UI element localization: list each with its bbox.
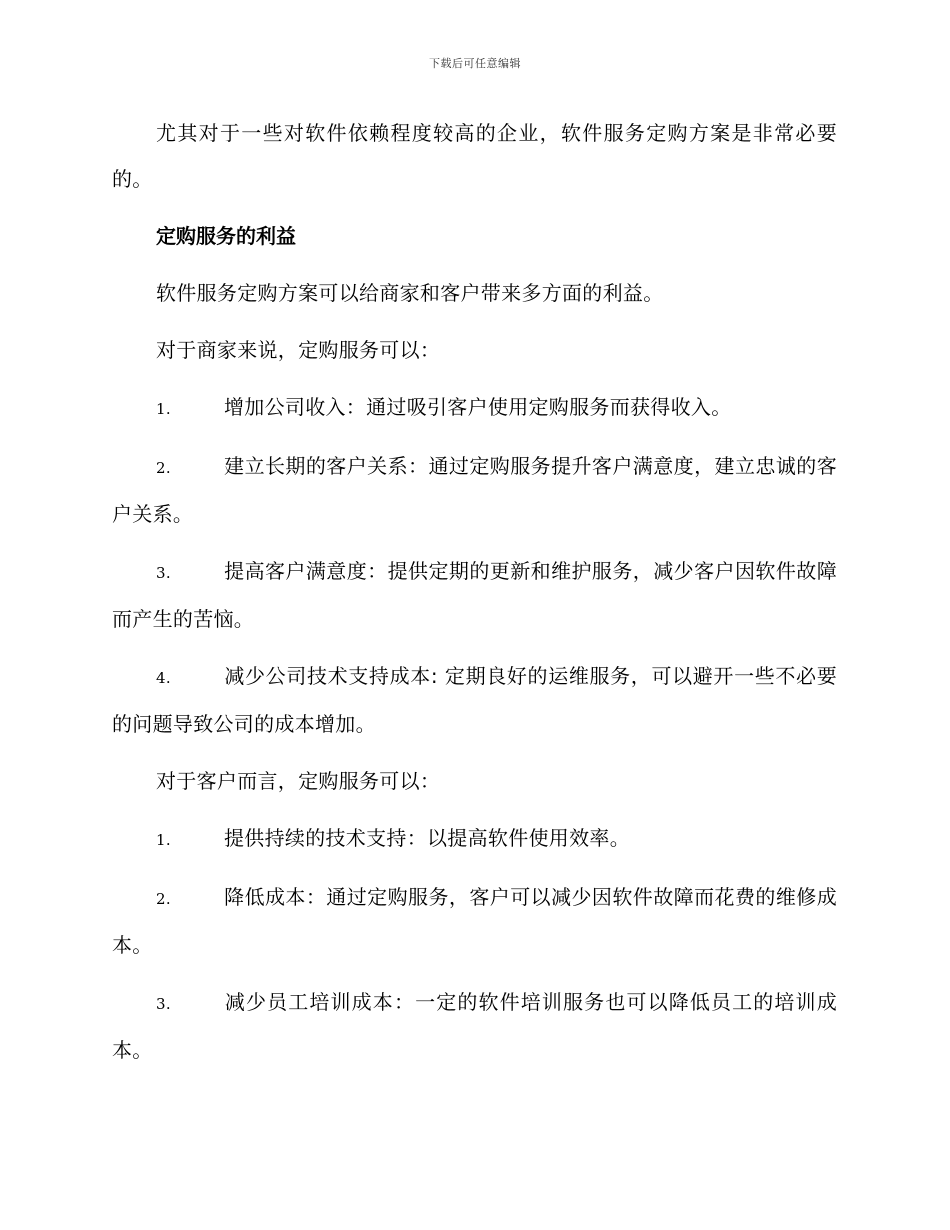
list-item-text: 增加公司收入：通过吸引客户使用定购服务而获得收入。 [224,395,732,419]
list-item-text: 提高客户满意度：提供定期的更新和维护服务，减少客户因软件故障而产生的苦恼。 [112,559,837,631]
list-item-text: 提供持续的技术支持：以提高软件使用效率。 [224,826,630,850]
list-item-number: 4. [156,669,171,687]
merchant-list-item [112,443,837,537]
list-item-text: 减少公司技术支持成本: 定期良好的运维服务，可以避开一些不必要的问题导致公司的成本增加。 [112,664,837,736]
list-item-text: 减少员工培训成本：一定的软件培训服务也可以降低员工的培训成本。 [112,990,837,1062]
document-body [112,110,837,1084]
list-item-text: 建立长期的客户关系：通过定购服务提升客户满意度，建立忠诚的客户关系。 [112,454,837,526]
page-header: 下载后可任意编辑 [429,57,521,70]
merchant-list-item [112,384,837,432]
customer-intro-paragraph: 对于客户而言，定购服务可以： [156,769,441,793]
list-item-number: 3. [156,995,171,1013]
section-heading: 定购服务的利益 [156,224,296,248]
merchant-intro-paragraph: 对于商家来说，定购服务可以： [156,338,441,362]
list-item-number: 1. [156,831,171,849]
intro-paragraph: 尤其对于一些对软件依赖程度较高的企业，软件服务定购方案是非常必要的。 [112,121,837,191]
list-item-number: 3. [156,564,171,582]
customer-list-item [112,874,837,968]
customer-list-item [112,979,837,1073]
list-item-number: 2. [156,459,171,477]
list-item-text: 降低成本：通过定购服务，客户可以减少因软件故障而花费的维修成本。 [112,885,837,957]
list-item-number: 1. [156,400,171,418]
customer-list-item [112,815,837,863]
merchant-list-item [112,548,837,642]
benefits-intro-paragraph: 软件服务定购方案可以给商家和客户带来多方面的利益。 [156,281,664,305]
list-item-number: 2. [156,890,171,908]
merchant-list-item [112,653,837,747]
